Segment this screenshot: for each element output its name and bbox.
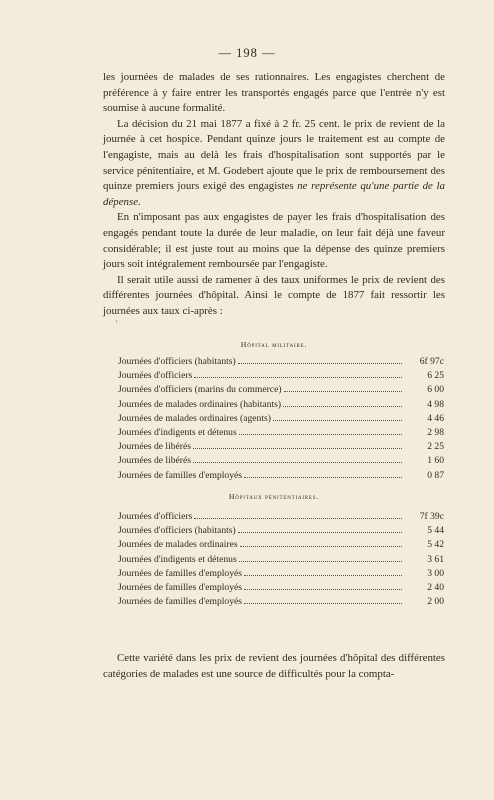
paragraph-4: Il serait utile aussi de ramener à des taux uniformes le prix de revient des différentes journées d'hôpital. Ainsi le compte de 1877 fait ressortir les journées aux taux ci-après : <box>103 273 445 317</box>
table-row <box>118 398 444 412</box>
row-value: 2 00 <box>427 596 444 608</box>
table-row <box>118 469 444 483</box>
row-label: Journées de malades ordinaires (habitants) <box>118 398 282 410</box>
section-title-hopitaux-penitentiaires: Hôpitaux pénitentiaires. <box>228 492 320 501</box>
table-row <box>118 510 444 524</box>
table-row <box>118 355 444 369</box>
closing-text: Cette variété dans les prix de revient des journées d'hôpital des différentes catégories de malades est une source de difficultés pour la compta- <box>103 652 445 680</box>
row-value: 3 61 <box>427 553 444 565</box>
row-label: Journées d'officiers <box>118 370 193 382</box>
row-label: Journées d'officiers (habitants) <box>118 525 236 537</box>
leader-dots <box>244 567 402 576</box>
leader-dots <box>193 454 402 463</box>
table-row <box>118 567 444 581</box>
row-label: Journées d'indigents et détenus <box>118 426 237 438</box>
row-value: 7f 39c <box>419 511 444 522</box>
row-value: 1 60 <box>427 455 444 467</box>
row-label: Journées d'officiers <box>118 511 193 522</box>
table-row <box>118 538 444 552</box>
row-label: Journées de malades ordinaires (agents) <box>118 412 271 424</box>
row-value: 3 00 <box>427 567 444 579</box>
row-label: Journées de libérés <box>118 441 191 453</box>
leader-dots <box>238 355 402 364</box>
table-row <box>118 369 444 383</box>
closing-paragraph <box>103 650 445 682</box>
table-row <box>118 553 444 567</box>
table-row <box>118 595 444 609</box>
leader-dots <box>283 398 402 407</box>
table-row <box>118 426 444 440</box>
row-value: 5 42 <box>427 539 444 551</box>
leader-dots <box>273 412 402 421</box>
leader-dots <box>284 383 402 392</box>
paragraph-3: En n'imposant pas aux engagistes de payer les frais d'hospitalisation des engagés pendant toute la durée de leur maladie, on leur fait déjà une faveur considérable; il est juste tout au moins que la dépense des quinze premiers jours soit intégralement remboursée par l'engagiste. <box>103 211 445 271</box>
table-row <box>118 412 444 426</box>
leader-dots <box>244 469 402 478</box>
leader-dots <box>240 538 402 547</box>
paragraph-1: les journées de malades de ses rationnaires. Les engagistes cherchent de préférence à y faire entrer les transportés engagés parce que l'entrée n'y est soumise à aucune formalité. <box>103 71 445 115</box>
row-label: Journées de libérés <box>118 455 191 467</box>
row-label: Journées de familles d'employés <box>118 596 243 608</box>
row-label: Journées de familles d'employés <box>118 581 243 593</box>
row-value: 4 98 <box>427 398 444 410</box>
leader-dots <box>194 369 402 378</box>
row-label: Journées d'indigents et détenus <box>118 553 237 565</box>
row-value: 6 25 <box>427 370 444 382</box>
leader-dots <box>244 595 402 604</box>
row-label: Journées d'officiers (marins du commerce) <box>118 384 282 396</box>
row-value: 6 00 <box>427 384 444 396</box>
body-text <box>103 70 445 320</box>
row-label: Journées de familles d'employés <box>118 469 243 481</box>
page-number: — 198 — <box>218 46 276 60</box>
table-row <box>118 581 444 595</box>
leader-dots <box>238 524 402 533</box>
table-row <box>118 454 444 468</box>
row-value: 0 87 <box>427 469 444 481</box>
leader-dots <box>193 440 402 449</box>
row-label: Journées d'officiers (habitants) <box>118 356 236 367</box>
table-row <box>118 383 444 397</box>
row-value: 6f 97c <box>419 356 444 367</box>
table-row <box>118 440 444 454</box>
row-value: 5 44 <box>427 525 444 537</box>
rates-table-penitentiaires <box>118 510 444 609</box>
section-title-hopital-militaire: Hôpital militaire. <box>240 340 308 349</box>
leader-dots <box>244 581 402 590</box>
marginal-mark: ' <box>116 319 118 329</box>
row-label: Journées de malades ordinaires <box>118 539 238 551</box>
row-value: 2 98 <box>427 426 444 438</box>
leader-dots <box>239 426 402 435</box>
leader-dots <box>194 510 402 519</box>
leader-dots <box>239 553 402 562</box>
paragraph-2-italic: ne représente qu'une partie de la dépense. <box>103 180 445 208</box>
paragraph-2-text: La décision du 21 mai 1877 a fixé à 2 fr. 25 cent. le prix de revient de la journée à cet hospice. Pendant quinze jours le traitement est au compte de l'engagiste, mais au delà les frais d'hospitalisation sont supportés par le service pénitentiaire, et M. Godebert ajoute que le prix de remboursement des quinze premiers jours exigé des engagistes <box>103 117 445 193</box>
paragraph-2 <box>103 117 445 211</box>
row-value: 2 40 <box>427 581 444 593</box>
rates-table-militaire <box>118 355 444 483</box>
table-row <box>118 524 444 538</box>
row-value: 4 46 <box>427 412 444 424</box>
row-label: Journées de familles d'employés <box>118 567 243 579</box>
row-value: 2 25 <box>427 441 444 453</box>
